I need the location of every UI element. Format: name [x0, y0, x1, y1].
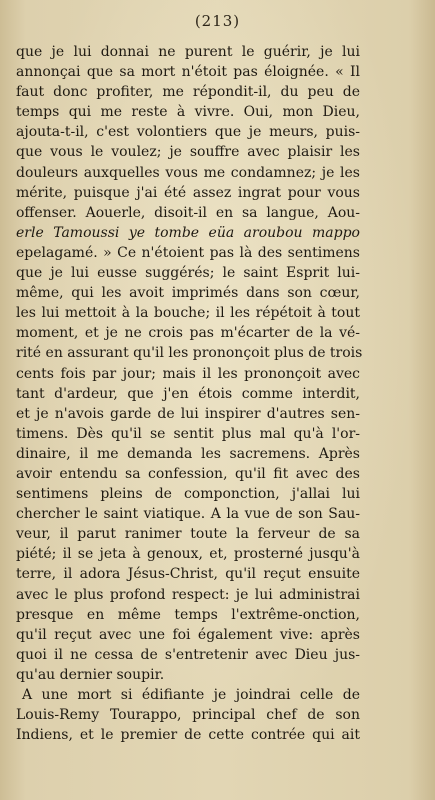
- text-line: rité en assurant qu'il les prononçoit plus de trois: [16, 345, 363, 362]
- text-line: faut donc profiter, me répondit-il, du peu de: [16, 84, 360, 101]
- text-line: sentimens pleins de componction, j'allai lui: [16, 486, 360, 503]
- text-line: annonçai que sa mort n'étoit pas éloignée. « Il: [16, 64, 360, 81]
- text-line: les lui mettoit à la bouche; il les répétoit à tout: [16, 305, 360, 322]
- body-text: [16, 42, 363, 745]
- text-line: moment, et je ne crois pas m'écarter de la vé-: [16, 325, 360, 342]
- text-line: avec le plus profond respect: je lui administrai: [16, 586, 360, 603]
- text-line: chercher le saint viatique. A la vue de son Sau-: [16, 506, 360, 523]
- text-line: tant d'ardeur, que j'en étois comme interdit,: [16, 385, 360, 402]
- text-line: Indiens, et le premier de cette contrée qui ait: [16, 727, 360, 744]
- text-line-native-language: erle Tamoussi ye tombe eüa aroubou mappo: [16, 224, 360, 241]
- text-line-paragraph-start: A une mort si édifiante je joindrai celle de: [22, 687, 360, 703]
- text-line: dinaire, il me demanda les sacremens. Après: [16, 445, 360, 462]
- text-line: ajouta-t-il, c'est volontiers que je meurs, puis-: [16, 124, 360, 141]
- text-line: epelagamé. » Ce n'étoient pas là des sentimens: [16, 244, 360, 261]
- text-line: presque en même temps l'extrême-onction,: [16, 606, 360, 623]
- text-line: cents fois par jour; mais il les prononçoit avec: [16, 365, 360, 382]
- text-line: mérite, puisque j'ai été assez ingrat pour vous: [16, 184, 360, 201]
- text-line: veur, il parut ranimer toute la ferveur de sa: [16, 526, 360, 543]
- text-line: terre, il adora Jésus-Christ, qu'il reçut ensuite: [16, 566, 360, 583]
- text-line: que je lui eusse suggérés; le saint Esprit lui-: [16, 265, 360, 282]
- text-line: Louis-Remy Tourappo, principal chef de son: [16, 707, 360, 724]
- text-line: que je lui donnai ne purent le guérir, je lui: [16, 44, 360, 60]
- text-line: et je n'avois garde de lui inspirer d'autres sen-: [16, 405, 360, 422]
- text-line: timens. Dès qu'il se sentit plus mal qu'à l'or-: [16, 425, 360, 442]
- page-number: (213): [194, 12, 241, 30]
- text-line: temps qui me reste à vivre. Oui, mon Dieu,: [16, 104, 360, 121]
- text-line: même, qui les avoit imprimés dans son cœur,: [16, 285, 360, 302]
- text-line: que vous le voulez; je souffre avec plaisir les: [16, 144, 360, 161]
- text-line-paragraph-end: qu'au dernier soupir.: [16, 666, 165, 683]
- text-line: piété; il se jeta à genoux, et, prosterné jusqu'à: [16, 546, 360, 563]
- text-line: offenser. Aouerle, disoit-il en sa langue, Aou-: [16, 204, 360, 221]
- text-line: qu'il reçut avec une foi également vive: après: [16, 626, 360, 643]
- text-line: douleurs auxquelles vous me condamnez; je les: [16, 164, 360, 181]
- text-line: quoi il ne cessa de s'entretenir avec Dieu jus-: [16, 646, 360, 663]
- text-line: avoir entendu sa confession, qu'il fit avec des: [16, 465, 360, 482]
